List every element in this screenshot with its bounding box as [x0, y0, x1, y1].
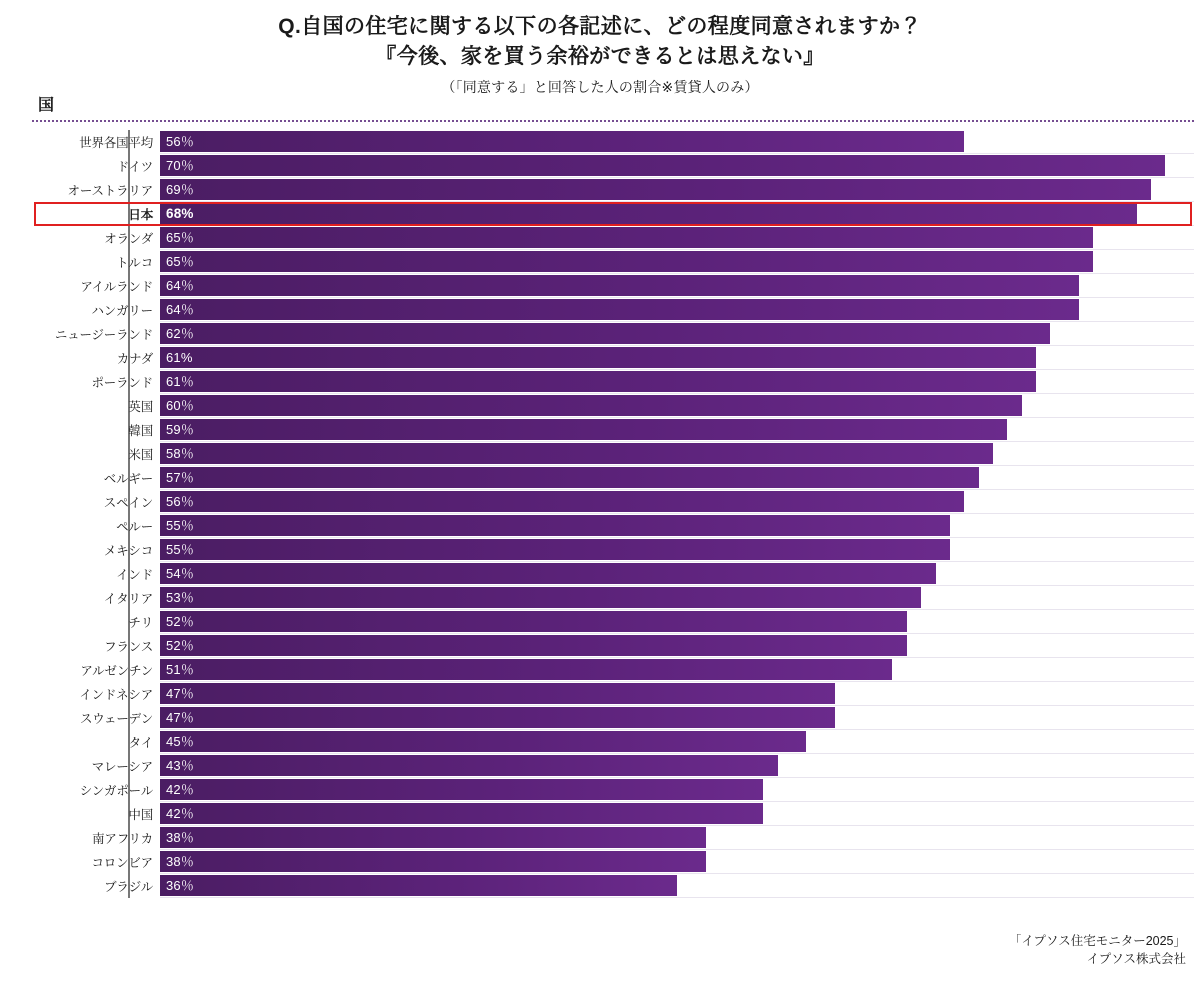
bar-value-label: 59％	[166, 422, 195, 437]
bar-chart	[32, 130, 1194, 898]
bar-value-label: 56％	[166, 134, 195, 149]
bar-value-label: 53％	[166, 590, 195, 605]
bar	[160, 875, 677, 896]
page-title-line-2: 『今後、家を買う余裕ができるとは思えない』	[375, 45, 825, 69]
chart-row	[32, 754, 1194, 778]
bar	[160, 659, 892, 680]
chart-row	[32, 250, 1194, 274]
category-label: トルコ	[116, 256, 153, 270]
bar-track	[160, 514, 1194, 538]
bar	[160, 707, 835, 728]
bar-track	[160, 442, 1194, 466]
bar-track	[160, 370, 1194, 394]
chart-row	[32, 562, 1194, 586]
chart-row	[32, 466, 1194, 490]
category-label: インドネシア	[79, 688, 153, 702]
bar	[160, 683, 835, 704]
bar-value-label: 64％	[166, 278, 195, 293]
bar-track	[160, 490, 1194, 514]
bar-value-label: 58％	[166, 446, 195, 461]
chart-row	[32, 538, 1194, 562]
category-label: オーストラリア	[67, 184, 153, 198]
bar	[160, 179, 1151, 200]
category-label: 米国	[128, 448, 153, 462]
bar-value-label: 43％	[166, 758, 195, 773]
bar	[160, 299, 1079, 320]
chart-row	[32, 658, 1194, 682]
category-label: スウェーデン	[79, 712, 153, 726]
category-label: ハンガリー	[91, 304, 153, 318]
bar	[160, 515, 950, 536]
bar-track	[160, 730, 1194, 754]
bar-value-label: 47％	[166, 686, 195, 701]
source-line-1: 「イプソス住宅モニター2025」	[1008, 933, 1186, 948]
bar-track	[160, 466, 1194, 490]
bar-value-label: 70％	[166, 158, 195, 173]
bar-track	[160, 250, 1194, 274]
chart-row	[32, 682, 1194, 706]
chart-row	[32, 418, 1194, 442]
category-label: コロンビア	[91, 856, 153, 870]
page-subtitle: （「同意する」と回答した人の割合※賃貸人のみ）	[441, 78, 759, 95]
bar	[160, 851, 706, 872]
bar	[160, 539, 950, 560]
category-label: シンガポール	[79, 784, 153, 798]
bar-track	[160, 130, 1194, 154]
chart-row	[32, 202, 1194, 226]
bar-track	[160, 850, 1194, 874]
bar-track	[160, 562, 1194, 586]
bar-track	[160, 802, 1194, 826]
bar	[160, 203, 1137, 224]
bar	[160, 611, 907, 632]
category-label: フランス	[104, 640, 153, 654]
category-label: 英国	[128, 400, 153, 414]
bar	[160, 347, 1036, 368]
category-label: ベルギー	[103, 472, 153, 486]
bar-track	[160, 322, 1194, 346]
bar-track	[160, 394, 1194, 418]
bar-value-label: 47％	[166, 710, 195, 725]
bar-track	[160, 754, 1194, 778]
bar-track	[160, 586, 1194, 610]
bar	[160, 251, 1093, 272]
bar-track	[160, 706, 1194, 730]
bar	[160, 803, 763, 824]
category-label: インド	[116, 568, 153, 582]
bar-value-label: 60％	[166, 398, 195, 413]
source-footer	[1009, 932, 1186, 968]
chart-row	[32, 778, 1194, 802]
title-block	[0, 0, 1200, 97]
bar-value-label: 38％	[166, 854, 195, 869]
bar-track	[160, 634, 1194, 658]
category-label: チリ	[128, 616, 153, 630]
header-divider	[32, 120, 1194, 122]
bar-track	[160, 274, 1194, 298]
bar-track	[160, 178, 1194, 202]
chart-row	[32, 802, 1194, 826]
bar-value-label: 42％	[166, 782, 195, 797]
bar-track	[160, 346, 1194, 370]
bar	[160, 443, 993, 464]
bar-value-label: 62％	[166, 326, 195, 341]
bar	[160, 395, 1022, 416]
bar-value-label: 55％	[166, 542, 195, 557]
bar-track	[160, 538, 1194, 562]
bar	[160, 827, 706, 848]
category-label: ポーランド	[91, 376, 153, 390]
category-label: ドイツ	[116, 160, 153, 174]
chart-row	[32, 274, 1194, 298]
bar-value-label: 64％	[166, 302, 195, 317]
category-label: スペイン	[103, 496, 153, 510]
bar-track	[160, 202, 1194, 226]
bar	[160, 491, 964, 512]
bar-track	[160, 418, 1194, 442]
bar	[160, 755, 778, 776]
category-label: 南アフリカ	[92, 832, 153, 846]
category-label: マレーシア	[91, 760, 153, 774]
category-label: メキシコ	[103, 544, 153, 558]
category-label: ペルー	[116, 520, 153, 534]
chart-row	[32, 826, 1194, 850]
bar	[160, 779, 763, 800]
bar-value-label: 56％	[166, 494, 195, 509]
bar-value-label: 65％	[166, 254, 195, 269]
bar-value-label: 61%	[166, 350, 193, 365]
bar-track	[160, 874, 1194, 898]
category-axis-header: 国	[38, 97, 55, 114]
chart-row	[32, 130, 1194, 154]
chart-row	[32, 490, 1194, 514]
bar-value-label: 55％	[166, 518, 195, 533]
bar	[160, 635, 907, 656]
chart-row	[32, 370, 1194, 394]
bar	[160, 227, 1093, 248]
chart-row	[32, 322, 1194, 346]
bar-value-label: 54％	[166, 566, 195, 581]
chart-row	[32, 154, 1194, 178]
bar	[160, 323, 1050, 344]
category-label: 中国	[128, 808, 153, 822]
chart-row	[32, 394, 1194, 418]
chart-row	[32, 874, 1194, 898]
chart-row	[32, 610, 1194, 634]
bar	[160, 419, 1007, 440]
category-label: アイルランド	[80, 280, 153, 294]
chart-row	[32, 346, 1194, 370]
bar-value-label: 36％	[166, 878, 195, 893]
bar-value-label: 68%	[166, 206, 194, 221]
bar-value-label: 45％	[166, 734, 195, 749]
source-line-2: イプソス株式会社	[1086, 951, 1186, 966]
category-label: ブラジル	[104, 880, 153, 894]
chart-row	[32, 226, 1194, 250]
chart-row	[32, 442, 1194, 466]
bar	[160, 587, 921, 608]
chart-row	[32, 586, 1194, 610]
bar	[160, 155, 1165, 176]
bar-track	[160, 298, 1194, 322]
category-label: 世界各国平均	[79, 136, 153, 150]
category-label: ニュージーランド	[54, 328, 153, 342]
bar	[160, 563, 936, 584]
bar-value-label: 42％	[166, 806, 195, 821]
bar-track	[160, 778, 1194, 802]
bar-value-label: 52％	[166, 614, 195, 629]
category-label: 日本	[128, 208, 153, 222]
chart-row	[32, 706, 1194, 730]
chart-row	[32, 634, 1194, 658]
bar-value-label: 65％	[166, 230, 195, 245]
category-label: 韓国	[128, 424, 153, 438]
bar	[160, 731, 806, 752]
chart-row	[32, 178, 1194, 202]
bar	[160, 131, 964, 152]
bar	[160, 371, 1036, 392]
page-title-line-1: Q.自国の住宅に関する以下の各記述に、どの程度同意されますか？	[278, 15, 922, 38]
bar-value-label: 52％	[166, 638, 195, 653]
bar-value-label: 57％	[166, 470, 195, 485]
bar	[160, 467, 979, 488]
bar-value-label: 51％	[166, 662, 195, 677]
bar-track	[160, 610, 1194, 634]
bar-value-label: 61％	[166, 374, 195, 389]
bar	[160, 275, 1079, 296]
chart-row	[32, 298, 1194, 322]
category-label: オランダ	[104, 232, 153, 246]
bar-track	[160, 682, 1194, 706]
bar-value-label: 69％	[166, 182, 195, 197]
bar-track	[160, 826, 1194, 850]
bar-track	[160, 154, 1194, 178]
chart-row	[32, 730, 1194, 754]
category-label: イタリア	[103, 592, 153, 606]
bar-value-label: 38％	[166, 830, 195, 845]
bar-track	[160, 658, 1194, 682]
bar-track	[160, 226, 1194, 250]
category-label: タイ	[128, 736, 153, 750]
category-label: アルゼンチン	[80, 664, 153, 678]
category-label: カナダ	[116, 352, 153, 366]
chart-row	[32, 514, 1194, 538]
chart-row	[32, 850, 1194, 874]
